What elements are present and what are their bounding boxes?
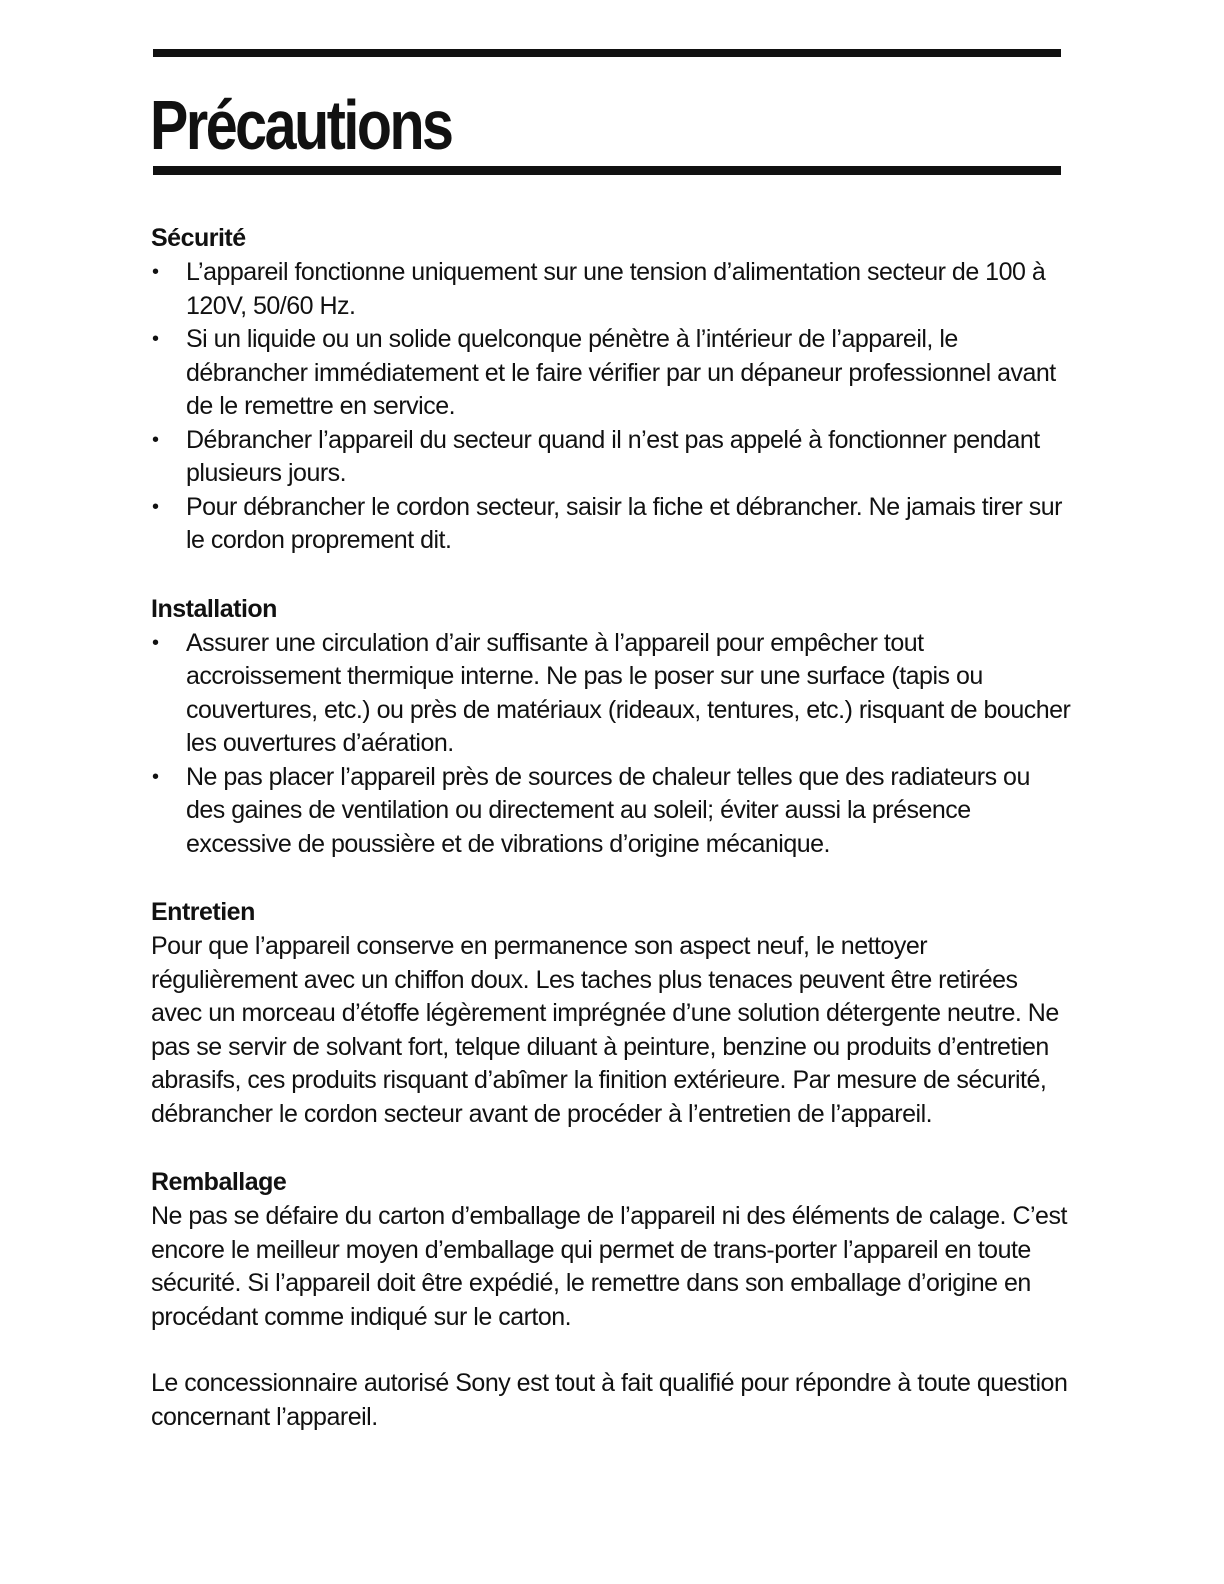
section-heading-entretien: Entretien [151,898,255,926]
installation-list [151,627,1071,862]
section-securite [151,220,1071,558]
title-rule-top [153,49,1061,57]
section-installation [151,591,1071,862]
section-closing [151,1367,1071,1434]
section-heading-installation: Installation [151,594,277,623]
page-title: Précautions [150,86,452,164]
bullet-icon: • [152,261,159,283]
bullet-icon: • [152,765,159,788]
bullet-icon: • [152,328,159,350]
list-item [151,761,1071,862]
page-content [151,220,1071,1434]
list-item-text: L’appareil fonctionne uniquement sur une tension d’alimentation secteur de 100 à 120V, 50/60 Hz. [186,258,1046,320]
section-heading-securite: Sécurité [151,224,246,252]
bullet-icon: • [152,428,159,451]
list-item [151,627,1071,761]
entretien-paragraph: Pour que l’appareil conserve en permanence son aspect neuf, le nettoyer régulièrement avec un chiffon doux. Les taches plus tenaces peuvent être retirées avec un morceau d’étoffe légèrement imprégnée d’une solution détergente neutre. Ne pas se servir de solvant fort, telque diluant à peinture, benzine ou produits d’entretien abrasifs, ces produits risquant d’abîmer la finition extérieure. Par mesure de sécurité, débrancher le cordon secteur avant de procéder à l’entretien de l’appareil. [151,932,1059,1128]
list-item-text: Pour débrancher le cordon secteur, saisir la fiche et débrancher. Ne jamais tirer sur le cordon proprement dit. [186,492,1063,554]
list-item-text: Débrancher l’appareil du secteur quand il n’est pas appelé à fonctionner pendant plusieurs jours. [186,425,1040,487]
list-item-text: Si un liquide ou un solide quelconque pénètre à l’intérieur de l’appareil, le débrancher immédiatement et le faire vérifier par un dépaneur professionnel avant de le remettre en service. [186,325,1056,420]
list-item-text: Ne pas placer l’appareil près de sources de chaleur telles que des radiateurs ou des gaines de ventilation ou directement au soleil; éviter aussi la présence excessive de poussière et de vibrations d’origine mécanique. [186,762,1030,858]
securite-list [151,256,1071,558]
remballage-paragraph: Ne pas se défaire du carton d’emballage de l’appareil ni des éléments de calage. C’est encore le meilleur moyen d’emballage qui permet de trans-porter l’appareil en toute sécurité. Si l’appareil doit être expédié, le remettre dans son emballage d’origine en procédant comme indiqué sur le carton. [151,1202,1067,1331]
title-rule-bottom [153,166,1061,175]
list-item-text: Assurer une circulation d’air suffisante à l’appareil pour empêcher tout accroissement thermique interne. Ne pas le poser sur une surface (tapis ou couvertures, etc.) ou près de matériaux (rideaux, tentures, etc.) risquant de boucher les ouvertures d’aération. [186,628,1071,757]
section-heading-remballage: Remballage [151,1168,287,1196]
list-item [151,256,1071,323]
section-remballage [151,1164,1071,1334]
list-item [151,491,1071,558]
bullet-icon: • [152,495,159,518]
list-item [151,424,1071,491]
closing-paragraph: Le concessionnaire autorisé Sony est tout à fait qualifié pour répondre à toute question concernant l’appareil. [151,1369,1068,1431]
section-entretien [151,894,1071,1131]
list-item [151,323,1071,424]
bullet-icon: • [152,631,159,654]
